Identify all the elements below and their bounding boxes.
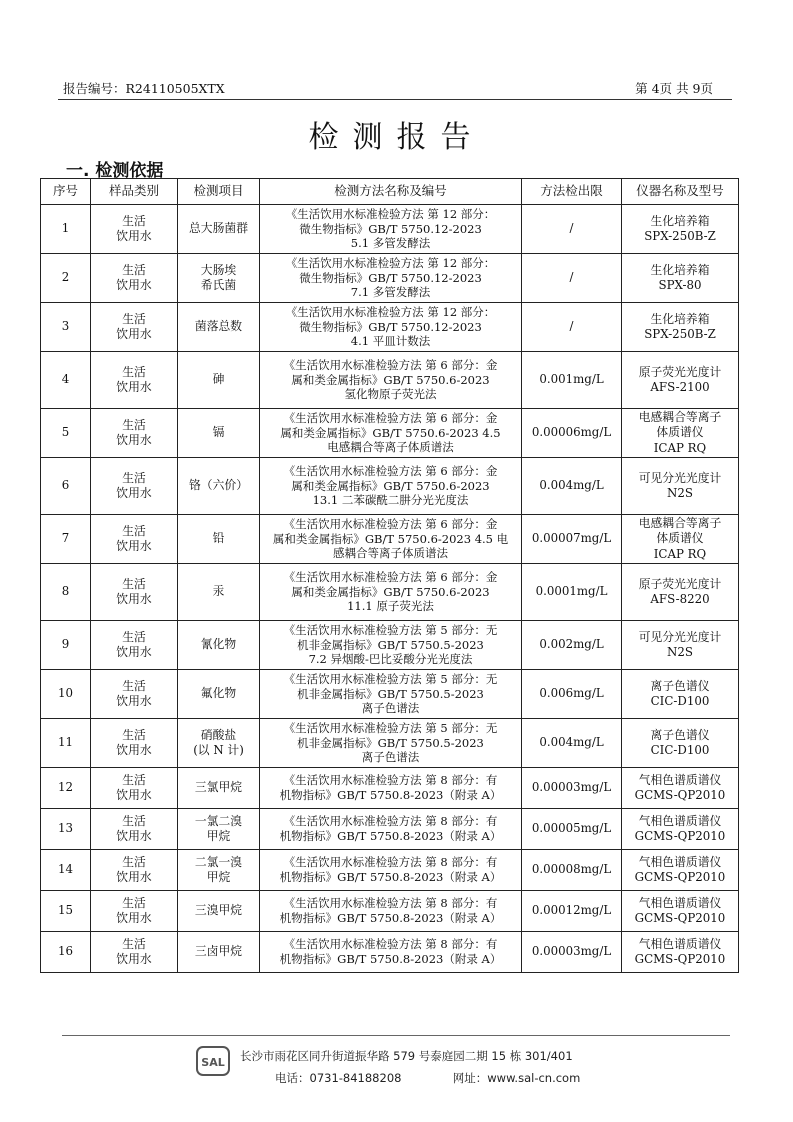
cell-method bbox=[260, 850, 522, 891]
cell-item bbox=[178, 932, 260, 973]
table-row bbox=[41, 303, 739, 352]
table-row bbox=[41, 458, 739, 515]
cell-item-line: 总大肠菌群 bbox=[189, 221, 248, 236]
table-row bbox=[41, 409, 739, 458]
cell-category-line: 生活 bbox=[122, 523, 146, 538]
cell-instrument-line: 气相色谱质谱仪 bbox=[638, 895, 722, 910]
cell-instrument-line: SPX-250B-Z bbox=[644, 229, 716, 243]
cell-method-line: 机非金属指标》GB/T 5750.5-2023 bbox=[297, 686, 484, 701]
cell-limit: 0.00008mg/L bbox=[522, 850, 622, 891]
sal-logo-icon bbox=[196, 1046, 230, 1076]
cell-category bbox=[91, 515, 178, 564]
cell-number: 1 bbox=[41, 205, 91, 254]
cell-instrument-line: 气相色谱质谱仪 bbox=[638, 813, 722, 828]
cell-category bbox=[91, 458, 178, 515]
cell-method-line: 《生活饮用水标准检验方法 第 6 部分：金 bbox=[283, 516, 498, 531]
cell-category-line: 生活 bbox=[122, 213, 146, 228]
cell-item-line: 硝酸盐 bbox=[200, 727, 237, 742]
cell-category-line: 饮用水 bbox=[116, 486, 152, 500]
cell-instrument-line: ICAP RQ bbox=[653, 546, 707, 561]
cell-item-line: 甲烷 bbox=[206, 870, 231, 884]
cell-item-line: 二氯一溴 bbox=[194, 854, 243, 869]
cell-method-line: 4.1 平皿计数法 bbox=[350, 334, 431, 349]
cell-category-line: 饮用水 bbox=[116, 952, 152, 966]
cell-method-line: 11.1 原子荧光法 bbox=[347, 599, 434, 614]
cell-limit: 0.001mg/L bbox=[522, 352, 622, 409]
cell-number: 2 bbox=[41, 254, 91, 303]
cell-item bbox=[178, 719, 260, 768]
cell-instrument-line: 生化培养箱 bbox=[650, 262, 710, 277]
cell-category-line: 生活 bbox=[122, 470, 146, 485]
cell-category-line: 生活 bbox=[122, 311, 146, 326]
cell-item bbox=[178, 809, 260, 850]
cell-item-line: 氟化物 bbox=[200, 686, 237, 701]
table-row bbox=[41, 621, 739, 670]
cell-limit: 0.00005mg/L bbox=[522, 809, 622, 850]
cell-method-line: 机物指标》GB/T 5750.8-2023（附录 A） bbox=[279, 788, 502, 802]
cell-category-line: 生活 bbox=[122, 576, 146, 591]
cell-instrument bbox=[622, 303, 739, 352]
cell-number: 5 bbox=[41, 409, 91, 458]
cell-number: 7 bbox=[41, 515, 91, 564]
cell-limit: 0.00012mg/L bbox=[522, 891, 622, 932]
col-header-method: 检测方法名称及编号 bbox=[260, 179, 522, 205]
cell-instrument-line: 生化培养箱 bbox=[650, 213, 710, 228]
cell-instrument-line: 电感耦合等离子 bbox=[638, 410, 722, 424]
cell-item bbox=[178, 409, 260, 458]
footer-divider bbox=[62, 1035, 730, 1036]
cell-category-line: 饮用水 bbox=[116, 743, 152, 757]
page-indicator: 第 4页 共 9页 bbox=[635, 81, 713, 96]
cell-method-line: 机非金属指标》GB/T 5750.5-2023 bbox=[297, 735, 484, 750]
cell-item bbox=[178, 564, 260, 621]
cell-category-line: 生活 bbox=[122, 364, 146, 379]
cell-limit: 0.00003mg/L bbox=[522, 768, 622, 809]
cell-category bbox=[91, 205, 178, 254]
cell-instrument-line: 气相色谱质谱仪 bbox=[638, 854, 722, 869]
cell-limit: 0.0001mg/L bbox=[522, 564, 622, 621]
cell-instrument bbox=[622, 254, 739, 303]
cell-instrument-line: 可见分光光度计 bbox=[638, 629, 722, 644]
cell-method-line: 《生活饮用水标准检验方法 第 8 部分：有 bbox=[283, 896, 498, 911]
cell-item bbox=[178, 515, 260, 564]
cell-method-line: 《生活饮用水标准检验方法 第 6 部分：金 bbox=[283, 569, 498, 584]
cell-number: 16 bbox=[41, 932, 91, 973]
cell-instrument bbox=[622, 409, 739, 458]
section-title: 一. 检测依据 bbox=[66, 161, 164, 181]
cell-method-line: 《生活饮用水标准检验方法 第 8 部分：有 bbox=[283, 773, 498, 788]
table-row bbox=[41, 850, 739, 891]
col-header-no: 序号 bbox=[41, 179, 91, 205]
cell-instrument bbox=[622, 850, 739, 891]
cell-category-line: 生活 bbox=[122, 854, 146, 869]
cell-item bbox=[178, 670, 260, 719]
basis-table bbox=[40, 178, 739, 973]
cell-category-line: 生活 bbox=[122, 417, 146, 432]
cell-item-line: 汞 bbox=[212, 584, 225, 599]
svg-text:SAL: SAL bbox=[201, 1056, 225, 1069]
table-header-row bbox=[41, 179, 739, 205]
cell-category-line: 生活 bbox=[122, 813, 146, 828]
cell-item bbox=[178, 254, 260, 303]
cell-method-line: 微生物指标》GB/T 5750.12-2023 bbox=[299, 221, 482, 236]
cell-method-line: 机物指标》GB/T 5750.8-2023（附录 A） bbox=[279, 911, 502, 925]
cell-instrument-line: CIC-D100 bbox=[650, 694, 710, 708]
cell-method bbox=[260, 352, 522, 409]
cell-category-line: 饮用水 bbox=[116, 870, 152, 884]
col-header-instrument: 仪器名称及型号 bbox=[622, 179, 739, 205]
cell-item bbox=[178, 303, 260, 352]
cell-number: 12 bbox=[41, 768, 91, 809]
cell-limit: 0.002mg/L bbox=[522, 621, 622, 670]
cell-method-line: 属和类金属指标》GB/T 5750.6-2023 bbox=[291, 372, 490, 387]
table-row bbox=[41, 254, 739, 303]
cell-category bbox=[91, 409, 178, 458]
cell-category-line: 饮用水 bbox=[116, 694, 152, 708]
cell-method-line: 《生活饮用水标准检验方法 第 12 部分： bbox=[285, 206, 496, 221]
cell-method-line: 机非金属指标》GB/T 5750.5-2023 bbox=[297, 637, 484, 652]
cell-method-line: 微生物指标》GB/T 5750.12-2023 bbox=[299, 270, 482, 285]
cell-method bbox=[260, 809, 522, 850]
cell-item-line: 大肠埃 bbox=[200, 262, 237, 277]
cell-method-line: 微生物指标》GB/T 5750.12-2023 bbox=[299, 319, 482, 334]
cell-category-line: 生活 bbox=[122, 895, 146, 910]
cell-method bbox=[260, 768, 522, 809]
cell-number: 6 bbox=[41, 458, 91, 515]
cell-instrument-line: 原子荧光光度计 bbox=[638, 576, 722, 591]
cell-category-line: 饮用水 bbox=[116, 229, 152, 243]
cell-instrument-line: 气相色谱质谱仪 bbox=[638, 936, 722, 951]
cell-limit: 0.006mg/L bbox=[522, 670, 622, 719]
cell-item bbox=[178, 458, 260, 515]
cell-category-line: 饮用水 bbox=[116, 829, 152, 843]
cell-method-line: 《生活饮用水标准检验方法 第 5 部分：无 bbox=[283, 622, 498, 637]
cell-method-line: 属和类金属指标》GB/T 5750.6-2023 4.5 bbox=[280, 425, 501, 440]
cell-item-line: 甲烷 bbox=[206, 829, 231, 843]
cell-category-line: 饮用水 bbox=[116, 645, 152, 659]
cell-instrument-line: GCMS-QP2010 bbox=[634, 911, 726, 925]
cell-instrument-line: ICAP RQ bbox=[653, 440, 707, 455]
table-row bbox=[41, 564, 739, 621]
cell-instrument-line: AFS-8220 bbox=[650, 592, 710, 606]
cell-instrument bbox=[622, 564, 739, 621]
cell-method bbox=[260, 254, 522, 303]
cell-item-line: 三溴甲烷 bbox=[194, 903, 243, 918]
cell-method-line: 5.1 多管发酵法 bbox=[350, 236, 431, 251]
cell-method-line: 《生活饮用水标准检验方法 第 6 部分：金 bbox=[283, 357, 498, 372]
cell-item bbox=[178, 768, 260, 809]
footer-contact bbox=[275, 1070, 580, 1086]
table-row bbox=[41, 670, 739, 719]
cell-instrument bbox=[622, 670, 739, 719]
page-title: 检测报告 bbox=[308, 120, 485, 155]
cell-limit: / bbox=[522, 254, 622, 303]
cell-instrument bbox=[622, 515, 739, 564]
cell-method bbox=[260, 205, 522, 254]
cell-category bbox=[91, 303, 178, 352]
cell-category-line: 生活 bbox=[122, 678, 146, 693]
cell-item-line: (以 N 计) bbox=[193, 743, 244, 757]
table-row bbox=[41, 719, 739, 768]
table-row bbox=[41, 515, 739, 564]
cell-category bbox=[91, 932, 178, 973]
table-row bbox=[41, 932, 739, 973]
cell-method bbox=[260, 515, 522, 564]
cell-instrument bbox=[622, 352, 739, 409]
cell-limit: 0.00003mg/L bbox=[522, 932, 622, 973]
cell-instrument bbox=[622, 719, 739, 768]
table-row bbox=[41, 768, 739, 809]
cell-instrument-line: 生化培养箱 bbox=[650, 311, 710, 326]
cell-limit: 0.00007mg/L bbox=[522, 515, 622, 564]
cell-item bbox=[178, 891, 260, 932]
cell-method-line: 13.1 二苯碳酰二肼分光光度法 bbox=[312, 493, 469, 508]
cell-number: 13 bbox=[41, 809, 91, 850]
col-header-limit: 方法检出限 bbox=[522, 179, 622, 205]
cell-method bbox=[260, 719, 522, 768]
table-row bbox=[41, 809, 739, 850]
cell-instrument-line: 体质谱仪 bbox=[656, 531, 704, 546]
cell-category bbox=[91, 670, 178, 719]
cell-method bbox=[260, 621, 522, 670]
cell-category-line: 生活 bbox=[122, 772, 146, 787]
cell-method-line: 机物指标》GB/T 5750.8-2023（附录 A） bbox=[279, 952, 502, 966]
footer-address: 长沙市雨花区同升街道振华路 579 号泰庭园二期 15 栋 301/401 bbox=[240, 1049, 573, 1063]
cell-instrument-line: 气相色谱质谱仪 bbox=[638, 772, 722, 787]
header-divider bbox=[58, 99, 732, 100]
cell-instrument-line: 电感耦合等离子 bbox=[638, 516, 722, 530]
cell-instrument bbox=[622, 768, 739, 809]
cell-category-line: 生活 bbox=[122, 936, 146, 951]
cell-category bbox=[91, 809, 178, 850]
cell-category-line: 饮用水 bbox=[116, 278, 152, 292]
cell-instrument bbox=[622, 205, 739, 254]
cell-item-line: 镉 bbox=[212, 425, 225, 440]
cell-method-line: 7.2 异烟酸-巴比妥酸分光光度法 bbox=[308, 652, 473, 667]
cell-item-line: 三卤甲烷 bbox=[194, 944, 243, 959]
footer-phone: 电话：0731-84188208 bbox=[275, 1071, 402, 1085]
cell-instrument-line: N2S bbox=[667, 486, 693, 500]
cell-category-line: 饮用水 bbox=[116, 380, 152, 394]
cell-method-line: 机物指标》GB/T 5750.8-2023（附录 A） bbox=[279, 870, 502, 884]
cell-method-line: 感耦合等离子体质谱法 bbox=[333, 546, 448, 561]
cell-method-line: 《生活饮用水标准检验方法 第 5 部分：无 bbox=[283, 720, 498, 735]
cell-instrument-line: GCMS-QP2010 bbox=[634, 788, 726, 802]
cell-category-line: 生活 bbox=[122, 629, 146, 644]
cell-instrument bbox=[622, 932, 739, 973]
cell-category bbox=[91, 564, 178, 621]
cell-number: 9 bbox=[41, 621, 91, 670]
cell-category-line: 生活 bbox=[122, 727, 146, 742]
cell-number: 8 bbox=[41, 564, 91, 621]
footer-website: 网址：www.sal-cn.com bbox=[452, 1071, 581, 1085]
cell-category-line: 饮用水 bbox=[116, 911, 152, 925]
cell-method-line: 《生活饮用水标准检验方法 第 12 部分： bbox=[285, 304, 496, 319]
cell-item-line: 砷 bbox=[212, 372, 225, 387]
cell-instrument-line: 离子色谱仪 bbox=[650, 678, 710, 693]
cell-method-line: 《生活饮用水标准检验方法 第 8 部分：有 bbox=[283, 937, 498, 952]
cell-item-line: 希氏菌 bbox=[200, 278, 237, 292]
report-number: 报告编号：R24110505XTX bbox=[63, 81, 225, 96]
cell-limit: 0.004mg/L bbox=[522, 719, 622, 768]
cell-category bbox=[91, 621, 178, 670]
cell-instrument-line: 离子色谱仪 bbox=[650, 727, 710, 742]
cell-method bbox=[260, 303, 522, 352]
cell-item-line: 三氯甲烷 bbox=[194, 780, 243, 795]
cell-method bbox=[260, 458, 522, 515]
cell-method bbox=[260, 932, 522, 973]
cell-category bbox=[91, 891, 178, 932]
col-header-item: 检测项目 bbox=[178, 179, 260, 205]
cell-instrument-line: GCMS-QP2010 bbox=[634, 870, 726, 884]
cell-instrument-line: SPX-80 bbox=[658, 278, 702, 292]
cell-number: 4 bbox=[41, 352, 91, 409]
cell-method-line: 离子色谱法 bbox=[361, 750, 420, 765]
cell-number: 3 bbox=[41, 303, 91, 352]
cell-method bbox=[260, 670, 522, 719]
cell-item-line: 菌落总数 bbox=[194, 319, 243, 334]
cell-instrument-line: 原子荧光光度计 bbox=[638, 364, 722, 379]
cell-item-line: 铬（六价） bbox=[189, 478, 248, 493]
cell-instrument-line: SPX-250B-Z bbox=[644, 327, 716, 341]
cell-number: 11 bbox=[41, 719, 91, 768]
cell-instrument-line: N2S bbox=[667, 645, 693, 659]
table-row bbox=[41, 205, 739, 254]
cell-category bbox=[91, 719, 178, 768]
cell-category-line: 饮用水 bbox=[116, 327, 152, 341]
cell-method-line: 《生活饮用水标准检验方法 第 6 部分：金 bbox=[283, 410, 498, 425]
cell-instrument-line: AFS-2100 bbox=[650, 380, 710, 394]
cell-category bbox=[91, 768, 178, 809]
cell-number: 14 bbox=[41, 850, 91, 891]
cell-method-line: 属和类金属指标》GB/T 5750.6-2023 bbox=[291, 584, 490, 599]
cell-limit: / bbox=[522, 303, 622, 352]
cell-instrument bbox=[622, 891, 739, 932]
cell-category-line: 饮用水 bbox=[116, 788, 152, 802]
cell-category bbox=[91, 352, 178, 409]
cell-instrument-line: 体质谱仪 bbox=[656, 425, 704, 440]
cell-method-line: 《生活饮用水标准检验方法 第 8 部分：有 bbox=[283, 855, 498, 870]
cell-method-line: 属和类金属指标》GB/T 5750.6-2023 4.5 电 bbox=[272, 531, 509, 546]
cell-instrument bbox=[622, 621, 739, 670]
cell-item bbox=[178, 205, 260, 254]
cell-limit: 0.004mg/L bbox=[522, 458, 622, 515]
cell-method bbox=[260, 409, 522, 458]
cell-method-line: 氢化物原子荧光法 bbox=[344, 387, 437, 402]
cell-method-line: 机物指标》GB/T 5750.8-2023（附录 A） bbox=[279, 829, 502, 843]
cell-method-line: 属和类金属指标》GB/T 5750.6-2023 bbox=[291, 478, 490, 493]
cell-number: 15 bbox=[41, 891, 91, 932]
cell-item-line: 氰化物 bbox=[200, 637, 237, 652]
table-body bbox=[41, 205, 739, 973]
cell-category-line: 生活 bbox=[122, 262, 146, 277]
cell-instrument-line: CIC-D100 bbox=[650, 743, 710, 757]
cell-instrument-line: 可见分光光度计 bbox=[638, 470, 722, 485]
cell-category-line: 饮用水 bbox=[116, 539, 152, 553]
cell-category-line: 饮用水 bbox=[116, 433, 152, 447]
cell-method-line: 《生活饮用水标准检验方法 第 12 部分： bbox=[285, 255, 496, 270]
cell-method-line: 电感耦合等离子体质谱法 bbox=[327, 440, 454, 455]
cell-item bbox=[178, 850, 260, 891]
cell-category-line: 饮用水 bbox=[116, 592, 152, 606]
cell-instrument bbox=[622, 458, 739, 515]
cell-limit: / bbox=[522, 205, 622, 254]
cell-method-line: 离子色谱法 bbox=[361, 701, 420, 716]
cell-method-line: 《生活饮用水标准检验方法 第 5 部分：无 bbox=[283, 671, 498, 686]
table-row bbox=[41, 891, 739, 932]
cell-category bbox=[91, 850, 178, 891]
cell-method-line: 《生活饮用水标准检验方法 第 6 部分：金 bbox=[283, 463, 498, 478]
cell-method bbox=[260, 891, 522, 932]
table-row bbox=[41, 352, 739, 409]
cell-limit: 0.00006mg/L bbox=[522, 409, 622, 458]
cell-item-line: 一氯二溴 bbox=[194, 813, 243, 828]
cell-item bbox=[178, 352, 260, 409]
cell-item-line: 铅 bbox=[212, 531, 225, 546]
cell-method bbox=[260, 564, 522, 621]
cell-method-line: 《生活饮用水标准检验方法 第 8 部分：有 bbox=[283, 814, 498, 829]
cell-category bbox=[91, 254, 178, 303]
cell-instrument bbox=[622, 809, 739, 850]
col-header-category: 样品类别 bbox=[91, 179, 178, 205]
cell-method-line: 7.1 多管发酵法 bbox=[350, 285, 431, 300]
cell-instrument-line: GCMS-QP2010 bbox=[634, 952, 726, 966]
cell-item bbox=[178, 621, 260, 670]
cell-instrument-line: GCMS-QP2010 bbox=[634, 829, 726, 843]
cell-number: 10 bbox=[41, 670, 91, 719]
